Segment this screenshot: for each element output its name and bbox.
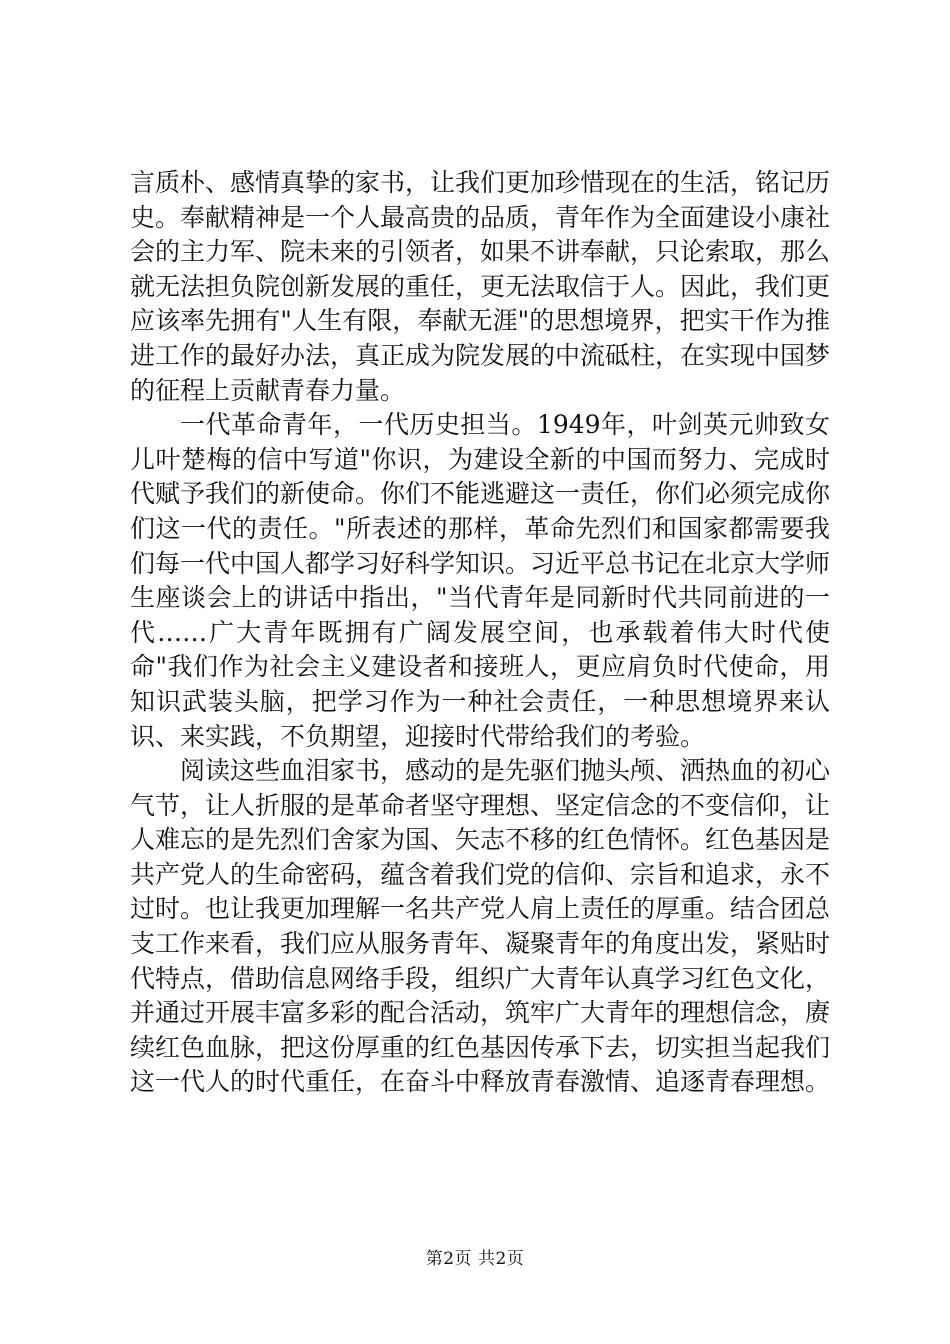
page-number-footer: 第2页 共2页 (425, 1249, 525, 1269)
paragraph-continued: 言质朴、感情真挚的家书，让我们更加珍惜现在的生活，铭记历史。奉献精神是一个人最高贵的品质，青年作为全面建设小康社会的主力军、院未来的引领者，如果不讲奉献，只论索取，那么就无法担负院创新发展的重任，更无法取信于人。因此，我们更应该率先拥有"人生有限，奉献无涯"的思想境界，把实干作为推进工作的最好办法，真正成为院发展的中流砥柱，在实现中国梦的征程上贡献青春力量。 (130, 168, 831, 405)
document-body (130, 166, 830, 1100)
paragraph-red-gene: 阅读这些血泪家书，感动的是先驱们抛头颅、洒热血的初心气节，让人折服的是革命者坚守理想、坚定信念的不变信仰，让人难忘的是先烈们舍家为国、矢志不移的红色情怀。红色基因是共产党人的生命密码，蕴含着我们党的信仰、宗旨和追求，永不过时。也让我更加理解一名共产党人肩上责任的厚重。结合团总支工作来看，我们应从服务青年、凝聚青年的角度出发，紧贴时代特点，借助信息网络手段，组织广大青年认真学习红色文化，并通过开展丰富多彩的配合活动，筑牢广大青年的理想信念，赓续红色血脉，把这份厚重的红色基因传承下去，切实担当起我们这一代人的时代重任，在奋斗中释放青春激情、追逐青春理想。 (130, 756, 831, 1097)
paragraph-revolutionary-youth: 一代革命青年，一代历史担当。1949年，叶剑英元帅致女儿叶楚梅的信中写道"你识，为建设全新的中国而努力、完成时代赋予我们的新使命。你们不能逃避这一责任，你们必须完成你们这一代的责任。"所表述的那样，革命先烈们和国家都需要我们每一代中国人都学习好科学知识。习近平总书记在北京大学师生座谈会上的讲话中指出，"当代青年是同新时代共同前进的一代……广大青年既拥有广阔发展空间，也承载着伟大时代使命"我们作为社会主义建设者和接班人，更应肩负时代使命，用知识武装头脑，把学习作为一种社会责任，一种思想境界来认识、来实践，不负期望，迎接时代带给我们的考验。 (130, 410, 831, 751)
